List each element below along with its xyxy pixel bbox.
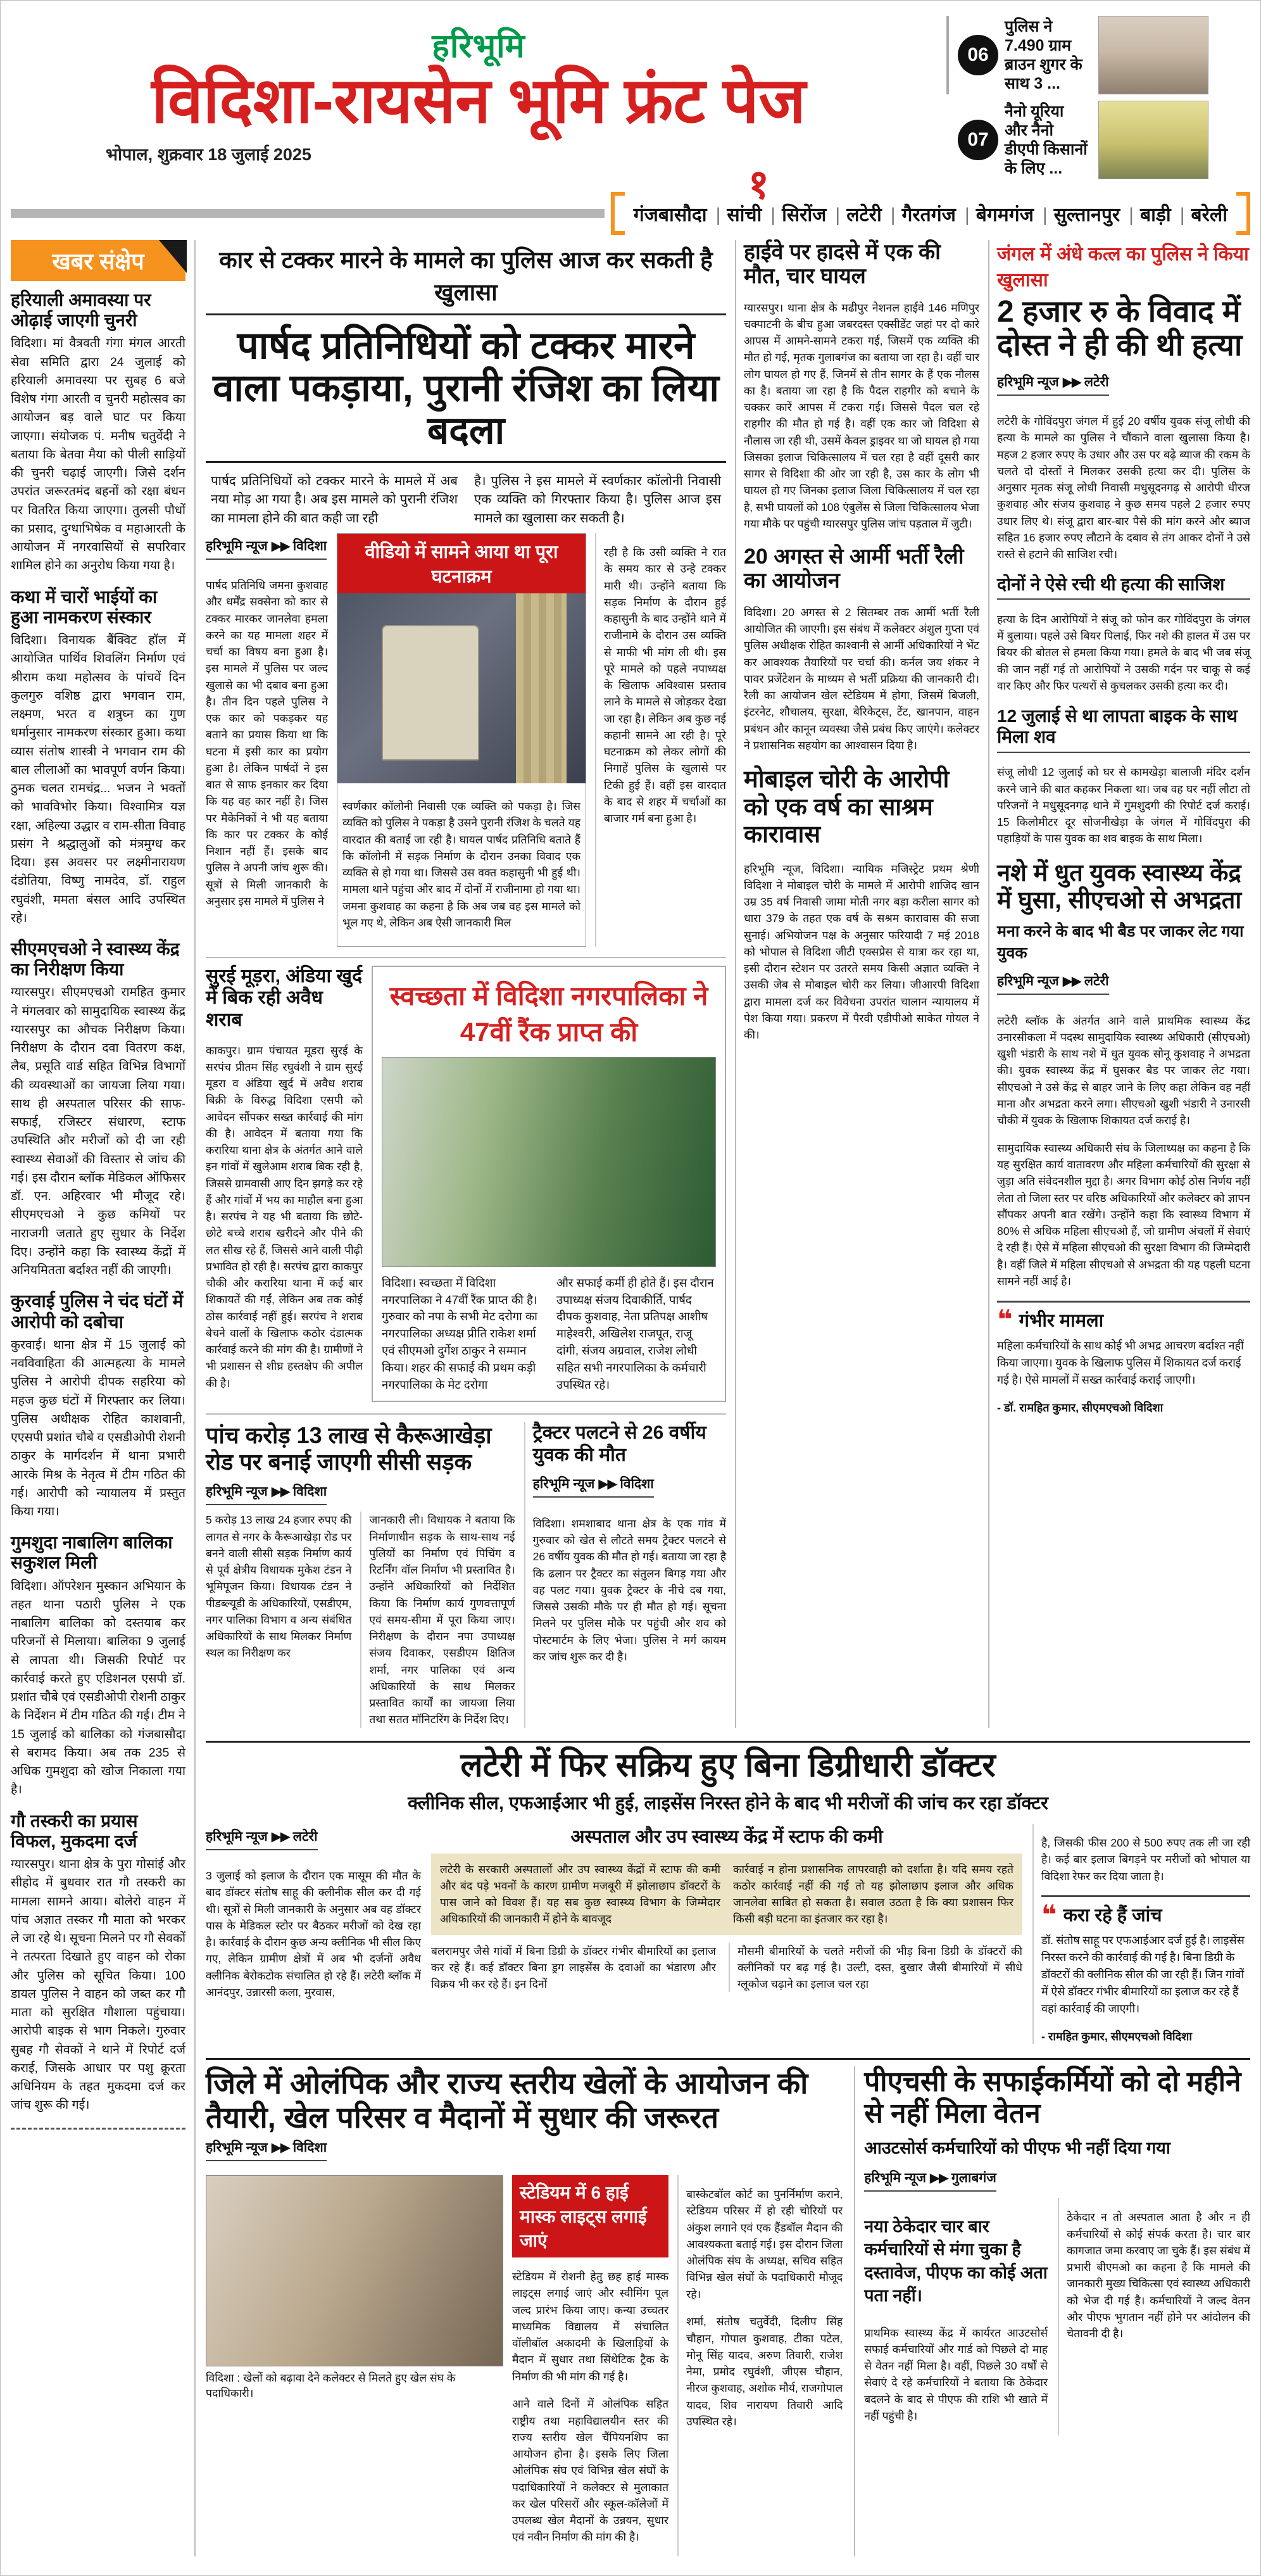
lead-intro-right: है। पुलिस ने इस मामले में स्वर्णकार कॉलोनी निवासी एक व्यक्ति को गिरफ्तार किया है। पुलिस आज इस मामले का खुलासा कर सकती है। <box>474 473 721 526</box>
sidebar-news-item <box>11 1291 185 1521</box>
byline-agency: हरिभूमि न्यूज <box>206 2140 268 2155</box>
news-briefs-sidebar <box>11 240 196 2556</box>
masthead <box>11 7 1250 186</box>
lead-intro-left: पार्षद प्रतिनिधियों को टक्कर मारने के मामले में अब नया मोड़ आ गया है। अब इस मामले को पुरानी रंजिश का मामला होने की बात कही जा रही <box>211 473 458 526</box>
nav-town-5: | बेगमगंज <box>958 201 1034 227</box>
murder-body: लटेरी के गोविंदपुरा जंगल में हुई 20 वर्षीय युवक संजू लोधी की हत्या के मामले का पुलिस ने चौंकाने वाला खुलासा किया है। महज 2 हजार रुपए के उधार और उस पर बढ़े ब्याज की रकम के चलते दो दोस्तों ने मिलकर उसकी हत्या कर दी। पुलिस के अनुसार मृतक संजू लोधी निवासी मधुसूदनगढ़ से आरोपी धीरज कुशवाह और संजय कुशवाह ने कुछ समय पहले 2 हजार रुपए उधार लिए थे। संजू द्वारा बार-बार पैसे की मांग करने और ब्याज सहित 16 हजार रुपए लौटाने के दबाव से तंग आकर दोनों ने उसे रास्ते से हटाने की साजिश रची। <box>997 415 1250 561</box>
page-number: १ <box>748 161 769 207</box>
phc-body-2: ठेकेदार न तो अस्पताल आता है और न ही कर्मचारियों से कोई संपर्क करता है। चार बार कागजात जमा करवाए जा चुके हैं। इस संबंध में प्रभारी बीएमओ का कहना है कि मामले की जानकारी मुख्य चिकित्सा एवं स्वास्थ्य अधिकारी को भेज दी गई है। कर्मचारियों ने जल्द वेतन और पीएफ भुगतान नहीं होने पर आंदोलन की चेतावनी दी है। <box>1067 2211 1250 2340</box>
staff-shortage-box-title: अस्पताल और उप स्वास्थ्य केंद्र में स्टाफ की कमी <box>570 1826 883 1847</box>
cctv-curtain-shape <box>516 593 567 783</box>
doctor-body-2: बलरामपुर जैसे गांवों में बिना डिग्री के डॉक्टर गंभीर बीमारियों का इलाज कर रहे हैं। कई डॉक्टर बिना ड्रग लाइसेंस के दवाओं का भंडारण और विक्रय भी कर रहे हैं। इन दिनों <box>431 1944 716 1991</box>
staff-shortage-box <box>431 1853 1022 1935</box>
olympic-column-1 <box>512 2175 668 2557</box>
byline-arrows-icon: ▶▶ <box>1062 974 1081 988</box>
rank-caption-2: और सफाई कर्मी ही होते हैं। इस दौरान उपाध्यक्ष संजय दिवाकीर्ति, पार्षद दीपक कुशवाह, नेता प्रतिपक्ष आशीष माहेश्वरी, अखिलेश राजपूत, राजू दांगी, संजय अग्रवाल, राजेश लोधी सहित सभी नगरपालिका के कर्मचारी उपस्थित रहे। <box>556 1275 714 1391</box>
sidebar-item-title: गौ तस्करी का प्रयास विफल, मुकदमा दर्ज <box>11 1810 138 1851</box>
top-briefs <box>946 7 1250 186</box>
phc-column-1 <box>864 2198 1048 2435</box>
olympic-attendees: शर्मा, संतोष चतुर्वेदी, दिलीप सिंह चौहान, गोपाल कुशवाह, टीका पटेल, मोनू सिंह यादव, अरुण तिवारी, राजेश नेमा, प्रमोद रघुवंशी, जीएस चौहान, नीरज कुशवाह, अशोक मौर्य, राजगोपाल यादव, शिव नारायण तिवारी आदि उपस्थित रहे। <box>686 2315 843 2428</box>
investigation-quote-box <box>1041 1895 1250 2044</box>
sidebar-item-body: ग्यारसपुर। थाना क्षेत्र के पुरा गोसांई और सीहोद में बुधवार रात गौ तस्करी का मामला सामने आया। बोलेरो वाहन में पांच अज्ञात तस्कर गौ माता को भरकर ले जा रहे थे। सूचना मिलने पर गौ सेवकों ने तत्परता दिखाते हुए वाहन को रोका और पुलिस को सूचित किया। 100 डायल पुलिस ने वाहन को जब्त कर गौ माता को सुरक्षित गौशाला पहुंचाया। आरोपी बाइक से भाग निकले। गुरुवार सुबह गौ सेवकों ने थाने में रिपोर्ट दर्ज कराई, जिसके आधार पर पशु क्रूरता अधिनियम के तहत मुकदमा दर्ज कर जांच शुरू की गई। <box>11 1857 185 2112</box>
byline-agency: हरिभूमि न्यूज <box>206 1484 268 1500</box>
drunk-body-2: सामुदायिक स्वास्थ्य अधिकारी संघ के जिलाध्यक्ष का कहना है कि यह सुरक्षित कार्य वातावरण और महिला कर्मचारियों की सुरक्षा से जुड़ा अति संवेदनशील मुद्दा है। अगर विभाग कोई ठोस निर्णय नहीं लेता तो जिला स्तर पर वरिष्ठ अधिकारियों और कलेक्टर को ज्ञापन सौंपकर अपनी बात रखेंगे। उन्होंने कहा कि स्वास्थ्य विभाग में 80% से अधिक महिला सीएचओ हैं, जो ग्रामीण अंचलों में सेवाएं दे रही हैं। ऐसे में महिला सीएचओ की सुरक्षा विभाग की जिम्मेदारी है। वहीं जिले में महिला सीएचओ से अभद्रता की यह पहली घटना सामने नहीं आई है। <box>997 1141 1250 1287</box>
theft-headline: मोबाइल चोरी के आरोपी को एक वर्ष का साश्रम कारावास <box>744 766 950 849</box>
doctor-body-1: 3 जुलाई को इलाज के दौरान एक मासूम की मौत के बाद डॉक्टर संतोष साहू की क्लीनीक सील कर दी गई थी। सूत्रों से मिली जानकारी के अनुसार अब वह डॉक्टर पास के मेडिकल स्टोर पर बैठकर मरीजों को देख रहा है। कार्रवाई के दौरान कुछ अन्य क्लीनिक भी सील किए गए, लेकिन ग्रामीण क्षेत्रों में अब भी दर्जनों अवैध क्लीनिक बेरोकटोक संचालित हो रहे हैं। लटेरी ब्लॉक में आनंदपुर, उन्नारसी कला, मुरवास, <box>206 1869 421 1998</box>
paper-logo: हरिभूमि <box>432 28 525 65</box>
cc-road-article <box>206 1422 515 1727</box>
doctor-body-3: मौसमी बीमारियों के चलते मरीजों की भीड़ बिना डिग्री के डॉक्टरों की क्लीनिकों पर बढ़ गई है। उल्टी, दस्त, बुखार जैसी बीमारियों में सीधे ग्लूकोज चढ़ाने का इलाज चल रहा <box>729 1943 1022 1993</box>
nav-town-0: गंजबासौदा <box>633 204 707 225</box>
phc-column-2 <box>1058 2198 1250 2435</box>
byline <box>533 1475 654 1498</box>
phc-headline: पीएचसी के सफाईकर्मियों को दो महीने से नहीं मिला वेतन <box>864 2066 1241 2129</box>
sidebar-end-divider <box>11 2128 185 2130</box>
town-nav-box <box>611 192 1250 235</box>
quote-icon: ❝ <box>1041 1900 1057 1930</box>
sidebar-news-item <box>11 1811 185 2115</box>
municipality-honour-photo <box>382 1057 716 1267</box>
olympic-headline: जिले में ओलंपिक और राज्य स्तरीय खेलों के आयोजन की तैयारी, खेल परिसर व मैदानों में सुधार की जरूरत <box>206 2066 808 2135</box>
sidebar-item-body: कुरवाई। थाना क्षेत्र में 15 जुलाई को नवविवाहिता की आत्महत्या के मामले पुलिस ने आरोपी दीपक सहरिया को महज कुछ घंटों में गिरफ्तार कर लिया। पुलिस अधीक्षक रोहित काशवानी, एएसपी प्रशांत चौबे व एसडीओपी रोशनी ठाकुर के मार्गदर्शन में थाना प्रभारी आरके मिश्र के नेतृत्व में टीम गठित की गई। आरोपी को न्यायालय में प्रस्तुत किया गया। <box>11 1337 185 1518</box>
cc-road-body-1: 5 करोड़ 13 लाख 24 हजार रुपए की लागत से नगर के कैरूआखेड़ा रोड पर बनने वाली सीसी सड़क निर्माण कार्य से पूर्व क्षेत्रीय विधायक मुकेश टंडन ने भूमिपूजन किया। विधायक टंडन ने पीडब्ल्यूडी के अधिकारियों, एसडीएम, नगर पालिका विभाग व अन्य संबंधित अधिकारियों के साथ मिलकर निर्माण स्थल का निरीक्षण कर <box>206 1513 352 1660</box>
byline-arrows-icon: ▶▶ <box>929 2170 948 2185</box>
byline-location: लटेरी <box>1084 974 1109 988</box>
drunk-headline: नशे में धुत युवक स्वास्थ्य केंद्र में घुसा, सीएचओ से अभद्रता <box>997 859 1242 914</box>
sidebar-item-body: विदिशा। विनायक बैंक्विट हॉल में आयोजित पार्थिव शिवलिंग निर्माण एवं श्रीराम कथा महोत्सव के पांचवें दिन कुलगुरु वशिष्ठ द्वारा भगवान राम, लक्ष्मण, भरत व शत्रुघ्न का गुण धर्मानुसार नामकरण संस्कार हुआ। कथा व्यास संतोष शास्त्री ने भगवान राम की बाल लीलाओं का भावपूर्ण वर्णन किया। ठुमक चलत रामचंद्र... भजन ने भक्तों को भावविभोर किया। विश्वामित्र यज्ञ रक्षा, अहिल्या उद्धार व राम-सीता विवाह प्रसंग ने श्रद्धालुओं को मंत्रमुग्ध कर दिया। इस अवसर पर लक्ष्मीनारायण दंडोतिया, विष्णु नामदेव, डॉ. राहुल रघुवंशी, ममता बंसल आदि उपस्थित रहे। <box>11 633 185 925</box>
byline-arrows-icon: ▶▶ <box>271 538 289 553</box>
lead-headline: पार्षद प्रतिनिधियों को टक्कर मारने वाला पकड़ाया, पुरानी रंजिश का लिया बदला <box>206 313 726 463</box>
byline-location: विदिशा <box>292 2140 327 2155</box>
page-content <box>11 240 1250 2556</box>
quote-box-body: डॉ. संतोष साहू पर एफआईआर दर्ज हुई है। लाइसेंस निरस्त करने की कार्रवाई की गई है। बिना डिग्री के डॉक्टरों की क्लीनिक सील की जा रही हैं। जिन गांवों में ऐसे डॉक्टर गंभीर बीमारियों का इलाज कर रहे हैं वहां कार्रवाई की जाएगी। <box>1041 1934 1245 2016</box>
brief-item-07 <box>946 101 1250 179</box>
byline-location: विदिशा <box>292 538 327 553</box>
quote-box-title: गंभीर मामला <box>1019 1310 1104 1331</box>
phc-body-1: प्राथमिक स्वास्थ्य केंद्र में कार्यरत आउटसोर्स सफाई कर्मचारियों और गार्ड को पिछले दो माह से वेतन नहीं मिला है। वहीं, पिछले 30 वर्षों से सेवाएं दे रहे कर्मचारियों ने बताया कि ठेकेदार बदलने के बाद से पीएफ की राशि भी खाते में नहीं पहुंची है। <box>864 2326 1048 2422</box>
dateline: भोपाल, शुक्रवार 18 जुलाई 2025 <box>106 145 311 164</box>
doctor-column-1 <box>206 1824 421 2045</box>
byline <box>864 2169 996 2192</box>
quote-box-attribution: - डॉ. रामहित कुमार, सीएमएचओ विदिशा <box>997 1401 1164 1414</box>
brief-teaser: नैनो यूरिया और नैनो डीएपी किसानों के लिए ... <box>1005 103 1088 177</box>
video-frame-box <box>337 533 586 947</box>
army-body: विदिशा। 20 अगस्त से 2 सितम्बर तक आर्मी भर्ती रैली आयोजित की जाएगी। इस संबंध में कलेक्टर अंशुल गुप्ता एवं पुलिस अधीक्षक रोहित काश्वानी से आर्मी अधिकारियों ने भेंट कर आवश्यक तैयारियों पर चर्चा की। कर्नल जय शंकर ने पावर प्रजेंटेशन के माध्यम से भर्ती प्रक्रिया की जानकारी दी। रैली का आयोजन खेल स्टेडियम में होगा, जिसमें बिजली, इंटरनेट, शौचालय, सुरक्षा, बेरिकेट्स, टेंट, खानपान, वाहन प्रबंधन और कानून व्यवस्था जैसे प्रबंध किए जाएंगे। कलेक्टर ने प्रशासनिक सहयोग का आश्वासन दिया है। <box>744 605 979 752</box>
byline <box>206 2138 327 2161</box>
nav-town-7: | बाड़ी <box>1122 201 1171 227</box>
army-headline: 20 अगस्त से आर्मी भर्ती रैली का आयोजन <box>744 545 964 593</box>
byline-location: गुलाबगंज <box>951 2170 996 2185</box>
nav-town-8: | बरेली <box>1174 201 1227 227</box>
meeting-room-photo <box>1098 101 1208 179</box>
nav-town-1: | सांची <box>710 201 762 227</box>
meeting-photo-caption: विदिशा : खेलों को बढ़ावा देने कलेक्टर से मिलते हुए खेल संघ के पदाधिकारी। <box>206 2371 456 2399</box>
byline-agency: हरिभूमि न्यूज <box>532 1477 595 1492</box>
army-rally-article <box>744 545 979 754</box>
sidebar-item-body: विदिशा। मां वैत्रवती गंगा मंगल आरती सेवा समिति द्वारा 24 जुलाई को हरियाली अमावस्या पर सुबह 6 बजे विशेष गंगा आरती व चुनरी महोत्सव का आयोजन बड़ वाले घाट पर किया जाएगा। संयोजक पं. मनीष चतुर्वेदी ने बताया कि बेतवा मैया को पीली साड़ियों की चुनरी चढ़ाई जाएगी। जिसे दर्शन उपरांत जरूरतमंद बहनों को रक्षा बंधन पर वितरित किया जाएगा। तुलसी पौधों का प्रसाद, दुग्धाभिषेक व महाआरती के आयोजन में नगरवासियों से सपरिवार शामिल होने का अनुरोध किया गया है। <box>11 336 185 573</box>
quote-box-attribution: - रामहित कुमार, सीएमएचओ विदिशा <box>1041 2030 1193 2043</box>
sidebar-news-item <box>11 290 185 576</box>
sidebar-news-item <box>11 1532 185 1799</box>
quote-icon: ❝ <box>997 1304 1013 1335</box>
drunk-youth-article <box>997 860 1250 1415</box>
lead-column-3 <box>595 533 726 947</box>
masthead-rule <box>11 209 605 218</box>
accident-headline: हाईवे पर हादसे में एक की मौत, चार घायल <box>744 240 941 289</box>
lead-story <box>206 240 726 1728</box>
olympic-column-2 <box>677 2175 843 2557</box>
byline-arrows-icon: ▶▶ <box>271 1829 289 1844</box>
edition-nav-band <box>11 161 1250 235</box>
olympic-body-2: बास्केटबॉल कोर्ट का पुनर्निर्माण कराने, स्टेडियम परिसर में हो रही चोरियों पर अंकुश लगाने एवं एक हैंडबॉल मैदान की आवश्यकता बताई गई। इस दौरान जिला ओलंपिक संघ के अध्यक्ष, सचिव सहित विभिन्न खेल संघों के पदाधिकारी मौजूद रहे। <box>686 2188 843 2301</box>
doctor-middle <box>431 1824 1022 2045</box>
collector-meeting-photo-block <box>206 2175 503 2557</box>
right-column-b <box>988 240 1250 1728</box>
lead-body-1: पार्षद प्रतिनिधि जमना कुशवाह और धर्मेंद्र सक्सेना को कार से टक्कर मारकर जानलेवा हमला करने का यह मामला शहर में चर्चा का विषय बना हुआ है। इस मामले में पुलिस पर जल्द खुलासे का भी दबाव बना हुआ है। तीन दिन पहले पुलिस ने एक कार को पकड़कर यह बताने का प्रयास किया था कि घटना में इसी कार का प्रयोग हुआ है। लेकिन पार्षदों ने इस बात से साफ इनकार कर दिया कि यह वह कार नहीं है। जिस पर मैकेनिकों ने भी यह बताया कि कार पर टक्कर के कोई निशान नहीं हैं। इसके बाद पुलिस ने अपनी जांच शुरू की। सूत्रों से मिली जानकारी के अनुसार इस मामले में पुलिस ने <box>206 579 328 907</box>
byline-arrows-icon: ▶▶ <box>271 2140 289 2155</box>
sidebar-item-title: हरियाली अमावस्या पर ओढ़ाई जाएगी चुनरी <box>11 290 151 331</box>
byline-location: लटेरी <box>1084 374 1109 389</box>
byline <box>206 1482 327 1505</box>
byline-location: विदिशा <box>292 1484 327 1500</box>
byline-agency: हरिभूमि न्यूज <box>997 974 1059 988</box>
staff-shortage-col-1: लटेरी के सरकारी अस्पतालों और उप स्वास्थ्य केंद्रों में स्टाफ की कमी और बंद पड़े भवनों के कारण ग्रामीण मजबूरी में झोलाछाप डॉक्टरों के पास जाने को विवश हैं। यह सब कुछ स्वास्थ्य विभाग के जिम्मेदार अधिकारियों की जानकारी में होने के बावजूद <box>440 1862 720 1926</box>
bottom-band <box>206 2058 1250 2556</box>
masthead-center <box>11 7 946 165</box>
byline-agency: हरिभूमि न्यूज <box>206 1829 268 1844</box>
tractor-headline: ट्रैक्टर पलटने से 26 वर्षीय युवक की मौत <box>532 1422 706 1465</box>
sidebar-item-title: कुरवाई पुलिस ने चंद घंटों में आरोपी को दबोचा <box>11 1291 184 1332</box>
byline <box>997 972 1109 995</box>
rank-caption-1: विदिशा। स्वच्छता में विदिशा नगरपालिका ने 47वीं रैंक प्राप्त की है। गुरुवार को नपा के सभी मेट दरोगा का नगरपालिका अध्यक्ष प्रीति राकेश शर्मा एवं सीएमओ दुर्गेश ठाकुर ने सम्मान किया। शहर की सफाई की प्रथम कड़ी नगरपालिका के मेट दरोगा <box>382 1275 537 1391</box>
highway-accident-article <box>744 240 979 532</box>
byline-agency: हरिभूमि न्यूज <box>206 538 268 553</box>
left-bracket-icon <box>611 192 625 235</box>
video-box-title: वीडियो में सामने आया था पूरा घटनाक्रम <box>337 534 586 593</box>
liquor-article <box>206 966 363 1403</box>
byline <box>206 537 327 560</box>
liquor-body: काकपुर। ग्राम पंचायत मूडरा सुरई के सरपंच प्रीतम सिंह रघुवंशी ने ग्राम सुरई मूडरा व अंडिया खुर्द में अवैध शराब बिक्री के विरुद्ध विदिशा एसपी को आवेदन सौंपकर सख्त कार्रवाई की मांग की है। आवेदन में बताया गया कि करारिया थाना क्षेत्र के अंतर्गत आने वाले इन गांवों में खुलेआम शराब बिक रही है, जिससे ग्रामवासी आए दिन झगड़े कर रहे हैं और गांवों में भय का माहौल बना हुआ है। सरपंच ने यह भी बताया कि छोटे-छोटे बच्चे शराब खरीदने और पीने की लत सीख रहे हैं, जिससे आने वाली पीढ़ी प्रभावित हो रही है। सरपंच द्वारा काकपुर चौकी और करारिया थाना में कई बार शिकायतें की गईं, लेकिन अब तक कोई ठोस कार्रवाई नहीं हुई। सरपंच ने शराब बेचने वालों के खिलाफ कठोर दंडात्मक कार्रवाई करने की मांग की है। ग्रामीणों ने भी प्रशासन से शीघ्र हस्तक्षेप की अपील की है। <box>206 1044 363 1389</box>
quack-doctor-article <box>206 1741 1250 2045</box>
nav-town-6: | सुल्तानपुर <box>1036 201 1120 227</box>
doctor-column-4 <box>1032 1824 1250 2045</box>
sidebar-news-item <box>11 939 185 1280</box>
byline-arrows-icon: ▶▶ <box>598 1477 617 1492</box>
olympic-sports-article <box>206 2066 843 2556</box>
murder-plot-body: हत्या के दिन आरोपियों ने संजू को फोन कर गोविंदपुरा के जंगल में बुलाया। पहले उसे बियर पिलाई, फिर नशे की हालत में उस पर बियर की बोतल से हमला किया गया। हमले के बाद भी जब संजू की जान नहीं गई तो आरोपियों ने उसकी गर्दन पर चाकू से कई वार किए और फिर पत्थरों से कुचलकर उसकी हत्या कर दी। <box>997 612 1250 692</box>
murder-article <box>997 240 1250 847</box>
doctor-body-4: है, जिसकी फीस 200 से 500 रुपए तक ली जा रही है। कई बार इलाज बिगड़ने पर मरीजों को भोपाल या विदिशा रेफर कर दिया जाता है। <box>1041 1836 1250 1883</box>
byline <box>206 1828 318 1850</box>
murder-missing-body: संजू लोधी 12 जुलाई को घर से कामखेड़ा बालाजी मंदिर दर्शन करने जाने की बात कहकर निकला था। जब वह घर नहीं लौटा तो परिजनों ने मधुसूदनगढ़ थाने में गुमशुदगी की रिपोर्ट दर्ज कराई। 15 किलोमीटर दूर सोजनीखेड़ा के जंगल में गोविंदपुरा की पहाड़ियों के पास युवक का शव बाइक के साथ मिला। <box>997 766 1250 845</box>
drunk-subhead: मना करने के बाद भी बैड पर जाकर लेट गया युवक <box>997 923 1244 962</box>
doctor-headline: लटेरी में फिर सक्रिय हुए बिना डिग्रीधारी डॉक्टर <box>460 1746 996 1784</box>
phc-lead: नया ठेकेदार चार बार कर्मचारियों से मंगा चुका है दस्तावेज, पीएफ का कोई अता पता नहीं। <box>864 2216 1048 2306</box>
nav-town-3: | लटेरी <box>829 201 881 227</box>
drunk-body-1: लटेरी ब्लॉक के अंतर्गत आने वाले प्राथमिक स्वास्थ्य केंद्र उनारसीकला में पदस्थ सामुदायिक स्वास्थ्य अधिकारी (सीएचओ) खुशी भंडारी के साथ नशे में धुत युवक सोनू कुशवाह ने अभद्रता की। युवक स्वास्थ्य केंद्र में घुसकर बैड पर जाकर लेट गया। सीएचओ ने उसे केंद्र से बाहर जाने के लिए कहा लेकिन वह नहीं माना और अभद्रता करने लगा। सीएचओ खुशी भंडारी ने उनारसी चौकी में युवक के खिलाफ शिकायत दर्ज कराई है। <box>997 1014 1250 1127</box>
sidebar-item-body: ग्यारसपुर। सीएमएचओ रामहित कुमार ने मंगलवार को सामुदायिक स्वास्थ्य केंद्र ग्यारसपुर का औचक निरीक्षण किया। निरीक्षण के दौरान दवा वितरण कक्ष, लैब, प्रसूति वार्ड सहित विभिन्न विभागों की व्यवस्थाओं का जायजा लिया गया। साथ ही अस्पताल परिसर की साफ-सफाई, रजिस्टर संधारण, स्टाफ उपस्थिति और मरीजों को दी जा रही स्वास्थ्य सेवाओं की विस्तार से जांच की गई। इस दौरान ब्लॉक मेडिकल ऑफिसर डॉ. एन. अहिरवार भी मौजूद रहे। सीएमएचओ ने कुछ कमियों पर नाराजगी जताते हुए सुधार के निर्देश दिए। उन्होंने कहा कि स्वास्थ्य केंद्रों में अनियमितता बर्दाश्त नहीं की जाएगी। <box>11 985 185 1278</box>
sidebar-item-title: सीएमएचओ ने स्वास्थ्य केंद्र का निरीक्षण किया <box>11 939 180 980</box>
right-bracket-icon <box>1236 192 1250 235</box>
olympic-body-1: आने वाले दिनों में ओलंपिक सहित राष्ट्रीय तथा महाविद्यालयीन स्तर की राज्य स्तरीय खेल चैंपियनशिप का आयोजन होना है। इसके लिए जिला ओलंपिक संघ एवं विभिन्न खेल संघों के पदाधिकारियों ने कलेक्टर से मुलाकात कर खेल परिसरों और स्कूल-कॉलेजों में उपलब्ध खेल मैदानों के उन्नयन, सुधार एवं नवीन निर्माण की मांग की है। <box>512 2397 669 2544</box>
murder-headline: 2 हजार रु के विवाद में दोस्त ने ही की थी हत्या <box>997 295 1243 362</box>
mobile-theft-article <box>744 766 979 1043</box>
rank-photo-box <box>372 966 726 1403</box>
brief-teaser: पुलिस ने 7.490 ग्राम ब्राउन शुगर के साथ 3 ... <box>1005 18 1082 92</box>
sidebar-banner: खबर संक्षेप <box>11 240 185 281</box>
right-column-a <box>735 240 979 1728</box>
staff-shortage-col-2: कार्रवाई न होना प्रशासनिक लापरवाही को दर्शाता है। यदि समय रहते कठोर कार्रवाई नहीं की गई तो यह झोलाछाप इलाज और अधिक जानलेवा साबित हो सकता है। सवाल उठता है कि क्या प्रशासन फिर किसी बड़ी घटना का इंतजार कर रहा है। <box>733 1862 1013 1926</box>
tractor-body: विदिशा। शमशाबाद थाना क्षेत्र के एक गांव में गुरुवार को खेत से लौटते समय ट्रैक्टर पलटने से 26 वर्षीय युवक की मौत हो गई। बताया जा रहा है कि ढलान पर ट्रैक्टर का संतुलन बिगड़ गया और वह पलट गया। युवक ट्रैक्टर के नीचे दब गया, जिससे उसकी मौके पर ही मौत हो गई। सूचना मिलने पर पुलिस मौके पर पहुंची और शव को पोस्टमार्टम के लिए भेजा। पुलिस ने मर्ग कायम कर जांच शुरू कर दी है। <box>532 1517 726 1663</box>
byline-agency: हरिभूमि न्यूज <box>997 374 1059 389</box>
lead-body-2: स्वर्णकार कॉलोनी निवासी एक व्यक्ति को पकड़ा है। जिस व्यक्ति को पुलिस ने पकड़ा है उसने पुरानी रंजिश के चलते यह वारदात की बताई जा रही है। घायल पार्षद प्रतिनिधि बताते हैं कि कॉलोनी में सड़क निर्माण के दौरान उनका विवाद एक व्यक्ति से हो गया था। जिससे उस वक्त कहासुनी भी हुई थी। मामला थाने पहुंचा और बाद में दोनों में राजीनामा हो गया था। जमना कुशवाह का कहना है कि अब जब वह इस मामले को भूल गए थे, लेकिन अब ऐसी जानकारी मिल <box>342 800 580 929</box>
sidebar-item-body: विदिशा। ऑपरेशन मुस्कान अभियान के तहत थाना पठारी पुलिस ने एक नाबालिग बालिका को दस्तयाब कर परिजनों से मिलाया। बालिका 9 जुलाई से लापता थी। जिसकी रिपोर्ट पर कार्रवाई करते हुए एडिशनल एसपी डॉ. प्रशांत चौबे एवं एसडीओपी रोशनी ठाकुर के निर्देशन में टीम गठित की गई। टीम ने 15 जुलाई को बालिका को गंजबासौदा से बरामद किया। अब तक 235 से अधिक गुमशुदा को खोज निकाला गया है। <box>11 1579 185 1797</box>
lead-column-1 <box>206 533 328 947</box>
page-ref-badge: 07 <box>958 120 998 160</box>
town-nav <box>625 201 1236 227</box>
lead-kicker: कार से टक्कर मारने के मामले का पुलिस आज कर सकती है खुलासा <box>219 247 713 305</box>
police-group-photo <box>1098 16 1208 94</box>
nav-town-4: | गैरतगंज <box>884 201 956 227</box>
accident-body: ग्यारसपुर। थाना क्षेत्र के मढीपुर नेशनल हाईवे 146 मणिपुर चक्पाटनी के बीच हुआ जबरदस्त एक्सीडेंट जहां पर दो कारे आपस में आमने-सामने टकरा गई, जिसमें एक व्यक्ति की मौत हो गई, मृतक गुलाबगंज का बताया जा रहा है। वहीं चार लोग घायल हो गए हैं, जिनमें से तीन सागर के हैं एक नौलस का है। बताया जा रहा है कि पैदल राहगीर को बचाने के चक्कर कारें आपस में टकरा गई। जिससे पैदल चल रहे राहगीर की मौत हो गई है। वहीं एक कार जो विदिशा से नौलास जा रही थी, उसमें केवल ड्राइवर था जो घायल हो गया जिसका इलाज चिकित्सालय में चल रहा है वहीं दूसरी कार सागर से विदिशा की ओर जा रही है, उस कार के लोग भी घायल हो गए जिनका इलाज जिला चिकित्सालय में चल रहा है, सभी घायलों को 108 एंबुलेंस से जिला चिकित्सालय भेजा गया मौके पर पहुंची ग्यारसपुर पुलिस जांच पड़ताल में जुटी। <box>744 301 979 530</box>
stadium-lights-strip: स्टेडियम में 6 हाई मास्क लाइट्स लगाई जाएं <box>512 2175 668 2257</box>
quote-box-body: महिला कर्मचारियों के साथ कोई भी अभद्र आचरण बर्दाश्त नहीं किया जाएगा। युवक के खिलाफ पुलिस में शिकायत दर्ज कराई गई है। ऐसे मामलों में सख्त कार्रवाई कराई जाएगी। <box>997 1339 1244 1386</box>
cc-road-body-2: जानकारी ली। विधायक ने बताया कि निर्माणाधीन सड़क के साथ-साथ नई पुलियों का निर्माण एवं पिचिंग व रिटर्निंग वॉल निर्माण भी प्रस्तावित है। उन्होंने अधिकारियों को निर्देशित किया कि निर्माण कार्य गुणवत्तापूर्ण एवं समय-सीमा में पूरा किया जाए। निरीक्षण के दौरान नपा उपाध्यक्ष संजय दिवाकर, एसडीएम क्षितिज शर्मा, नगर पालिका एवं अन्य अधिकारियों के साथ मिलकर प्रस्तावित कार्यों का जायजा लिया तथा सतत मॉनिटरिंग के निर्देश दिए। <box>360 1512 515 1727</box>
main-area <box>206 240 1250 2556</box>
sidebar-list <box>11 290 185 2115</box>
byline-agency: हरिभूमि न्यूज <box>864 2170 926 2185</box>
liquor-headline: सुरई मूड़रा, अंडिया खुर्द में बिक रही अवैध शराब <box>206 965 363 1030</box>
cctv-photo <box>337 593 586 783</box>
phc-subhead: आउटसोर्स कर्मचारियों को पीएफ भी नहीं दिया गया <box>864 2138 1170 2157</box>
nav-town-2: | सिरोंज <box>764 201 826 227</box>
murder-missing-subhead: 12 जुलाई से था लापता बाइक के साथ मिला शव <box>997 705 1250 753</box>
collector-meeting-photo <box>206 2175 503 2366</box>
sidebar-item-title: कथा में चारों भाईयों का हुआ नामकरण संस्कार <box>11 586 158 627</box>
byline-location: विदिशा <box>620 1477 654 1492</box>
byline-location: लटेरी <box>292 1829 318 1844</box>
murder-kicker: जंगल में अंधे कत्ल का पुलिस ने किया खुलासा <box>997 244 1249 291</box>
rank-headline: स्वच्छता में विदिशा नगरपालिका ने 47वीं रैंक प्राप्त की <box>389 980 708 1047</box>
phc-salary-article <box>854 2066 1250 2556</box>
byline <box>997 373 1109 396</box>
page-title: विदिशा-रायसेन भूमि फ्रंट पेज <box>151 65 806 136</box>
lead-body-3: रही है कि उसी व्यक्ति ने रात के समय कार से उन्हे टक्कर मारी थी। उन्होंने बताया कि सड़क निर्माण के दौरान हुई कहासुनी के बाद उन्होंने थाने में राजीनामे के दौरान उस व्यक्ति से माफी भी मांग ली थी। इस पूरे मामले को पहले नपाध्यक्ष के खिलाफ अविश्वास प्रस्ताव लाने के मामले से जोड़कर देखा जा रहा है। लेकिन अब कुछ नई कहानी सामने आ रही है। पूरे घटनाक्रम को लेकर लोगों की निगाहें पुलिस के खुलासे पर टिकी हुई हैं। वहीं इस वारदात के बाद से शहर में चर्चाओं का बाजार गर्म बना हुआ है। <box>604 546 726 825</box>
brief-item-06 <box>946 16 1250 94</box>
page-ref-badge: 06 <box>958 35 998 75</box>
cc-road-headline: पांच करोड़ 13 लाख से कैरूआखेड़ा रोड पर बनाई जाएगी सीसी सड़क <box>206 1422 492 1475</box>
sidebar-news-item <box>11 587 185 928</box>
byline-arrows-icon: ▶▶ <box>1062 374 1081 389</box>
theft-body: हरिभूमि न्यूज, विदिशा। न्यायिक मजिस्ट्रेट प्रथम श्रेणी विदिशा ने मोबाइल चोरी के मामले में आरोपी शाजिद खान उम्र 35 वर्ष निवासी जामा मोती नगर बड़ा करीला सागर को धारा 379 के तहत एक वर्ष के सश्रम कारावास की सजा सुनाई। अभियोजन पक्ष के अनुसार फरियादी 7 मई 2018 को भोपाल से विदिशा जीटी एक्सप्रेस से यात्रा कर रहा था, इसी दौरान स्टेशन पर उतरते समय किसी अज्ञात व्यक्ति ने उसकी जेब से मोबाइल चोरी कर लिया। जीआरपी विदिशा द्वारा मामला दर्ज कर विवेचना उपरांत चालान न्यायालय में पेश किया गया। प्रकरण में पैरवी एडीपीओ साकेत गोयल ने की। <box>744 862 979 1042</box>
murder-plot-subhead: दोनों ने ऐसे रची थी हत्या की साजिश <box>997 574 1250 600</box>
doctor-subhead: क्लीनिक सील, एफआईआर भी हुई, लाइसेंस निरस्त होने के बाद भी मरीजों की जांच कर रहा डॉक्टर <box>408 1793 1048 1814</box>
stadium-strip-body: स्टेडियम में रोशनी हेतु छह हाई मास्क लाइट्स लगाई जाएं और स्वीमिंग पूल जल्द प्रारंभ किया जाए। कन्या उच्चतर माध्यमिक विद्यालय में संचालित वॉलीबॉल अकादमी के खिलाड़ियों के मैदान में सुधार तथा सिंथेटिक ट्रैक के निर्माण की भी मांग की गई है। <box>512 2270 669 2383</box>
tractor-article <box>524 1422 726 1727</box>
byline-arrows-icon: ▶▶ <box>271 1484 289 1500</box>
serious-matter-quote-box <box>997 1301 1250 1415</box>
quote-box-title: करा रहे हैं जांच <box>1063 1905 1162 1926</box>
cctv-truck-shape <box>382 625 479 761</box>
sidebar-item-title: गुमशुदा नाबालिग बालिका सकुशल मिली <box>11 1532 173 1573</box>
